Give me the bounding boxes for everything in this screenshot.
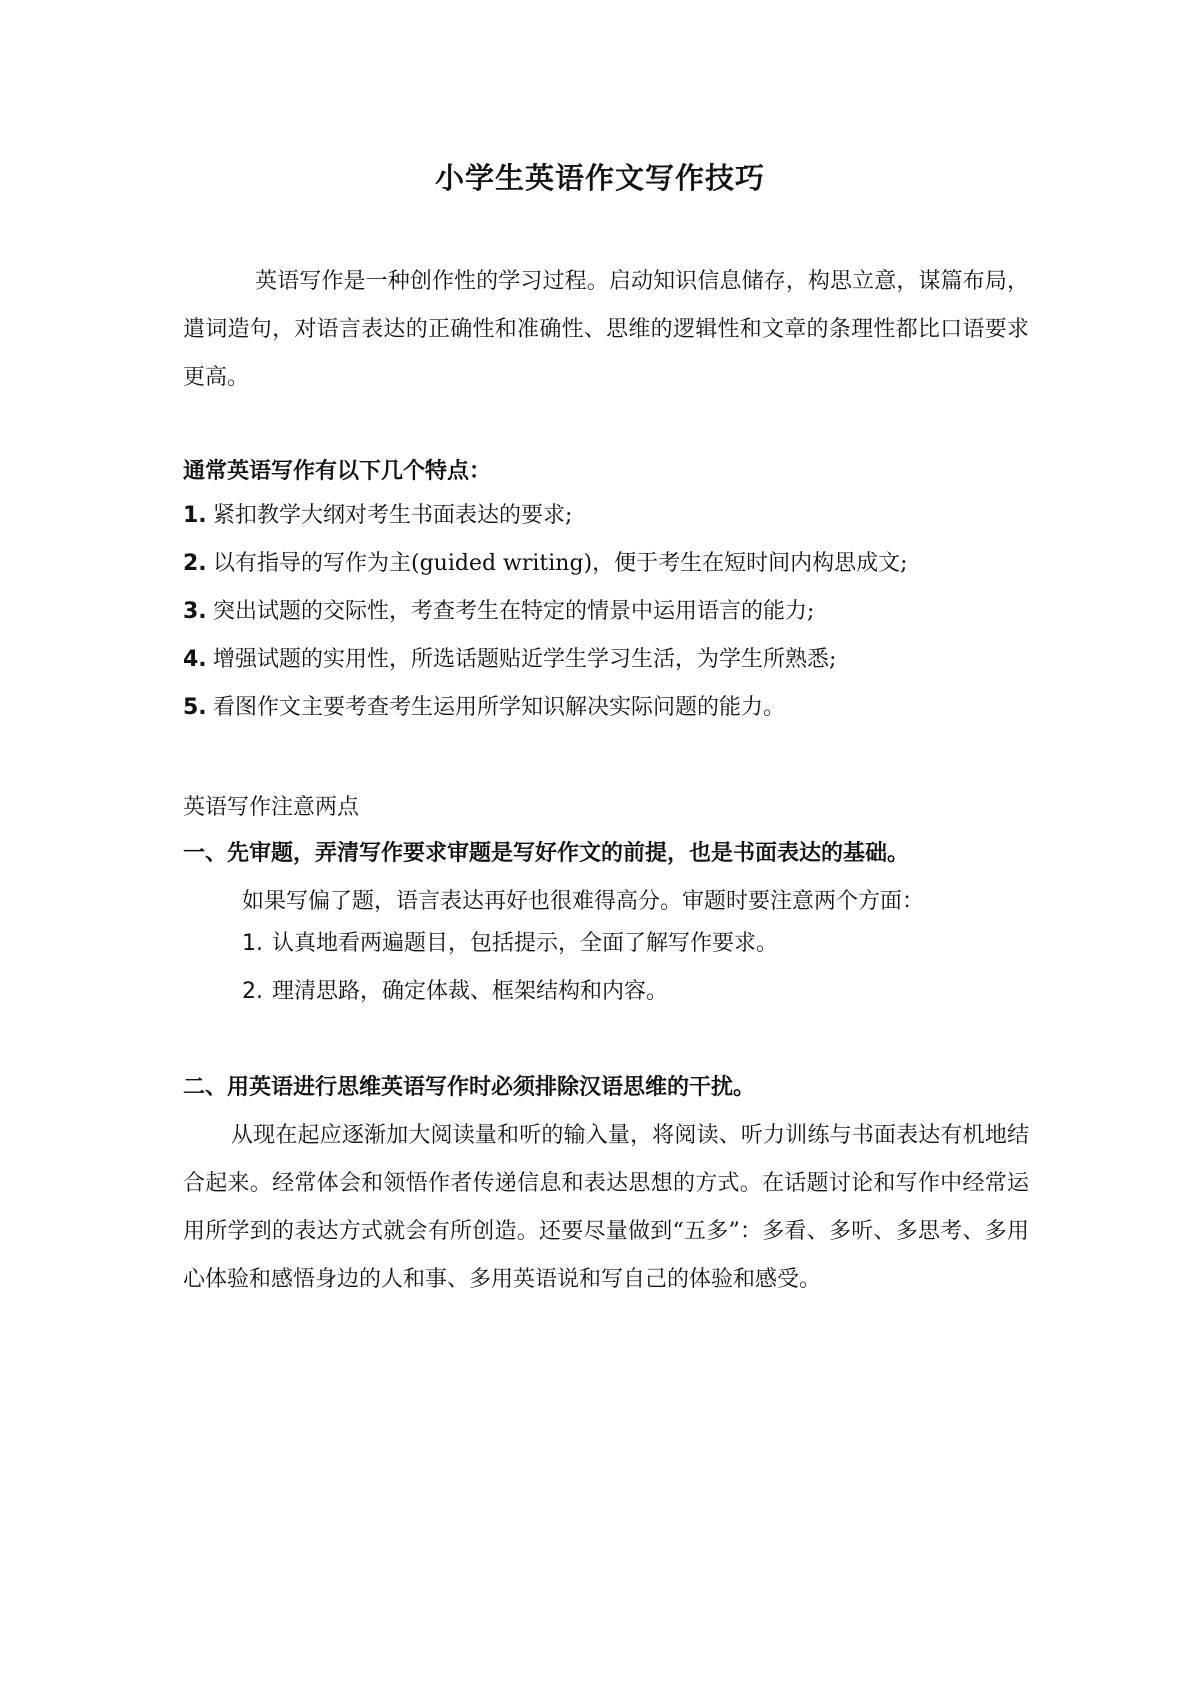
document-title: 小学生英语作文写作技巧 (434, 161, 765, 195)
list-number: 1. (183, 503, 207, 528)
intro-paragraph: 英语写作是一种创作性的学习过程。启动知识信息储存，构思立意，谋篇布局，遣词造句，对语言表达的正确性和准确性、思维的逻辑性和文章的条理性都比口语要求更高。 (183, 269, 1029, 390)
list-text: 增强试题的实用性，所选话题贴近学生学习生活，为学生所熟悉; (213, 647, 837, 672)
list-item (242, 974, 778, 1022)
list-number: 1. (242, 931, 263, 956)
attention-heading: 英语写作注意两点 (183, 795, 360, 820)
point1-body: 如果写偏了题，语言表达再好也很难得高分。审题时要注意两个方面： (242, 889, 925, 914)
list-number: 2. (183, 551, 207, 576)
list-item (183, 498, 1043, 546)
list-number: 5. (183, 695, 207, 720)
list-text: 紧扣教学大纲对考生书面表达的要求; (213, 503, 573, 528)
list-text: 理清思路，确定体裁、框架结构和内容。 (272, 979, 669, 1004)
point1-heading: 一、先审题，弄清写作要求审题是写好作文的前提，也是书面表达的基础。 (183, 841, 910, 866)
list-item (183, 594, 1043, 642)
list-number: 2. (242, 979, 263, 1004)
list-item (183, 690, 1043, 738)
features-list (183, 498, 1043, 738)
list-number: 4. (183, 647, 207, 672)
point1-sub-list (242, 926, 778, 1022)
list-text: 突出试题的交际性，考查考生在特定的情景中运用语言的能力; (213, 599, 815, 624)
features-heading: 通常英语写作有以下几个特点： (183, 459, 492, 484)
list-item (183, 546, 1043, 594)
list-text: 以有指导的写作为主(guided writing)，便于考生在短时间内构思成文; (213, 551, 908, 576)
list-text: 看图作文主要考查考生运用所学知识解决实际问题的能力。 (213, 695, 786, 720)
list-item (242, 926, 778, 974)
list-item (183, 642, 1043, 690)
list-text: 认真地看两遍题目，包括提示，全面了解写作要求。 (272, 931, 779, 956)
point2-heading: 二、用英语进行思维英语写作时必须排除汉语思维的干扰。 (183, 1075, 756, 1100)
list-number: 3. (183, 599, 207, 624)
point2-body: 从现在起应逐渐加大阅读量和听的输入量，将阅读、听力训练与书面表达有机地结合起来。经常体会和领悟作者传递信息和表达思想的方式。在话题讨论和写作中经常运用所学到的表达方式就会有所创造。还要尽量做到“五多”：多看、多听、多思考、多用心体验和感悟身边的人和事、多用英语说和写自己的体验和感受。 (183, 1123, 1029, 1292)
